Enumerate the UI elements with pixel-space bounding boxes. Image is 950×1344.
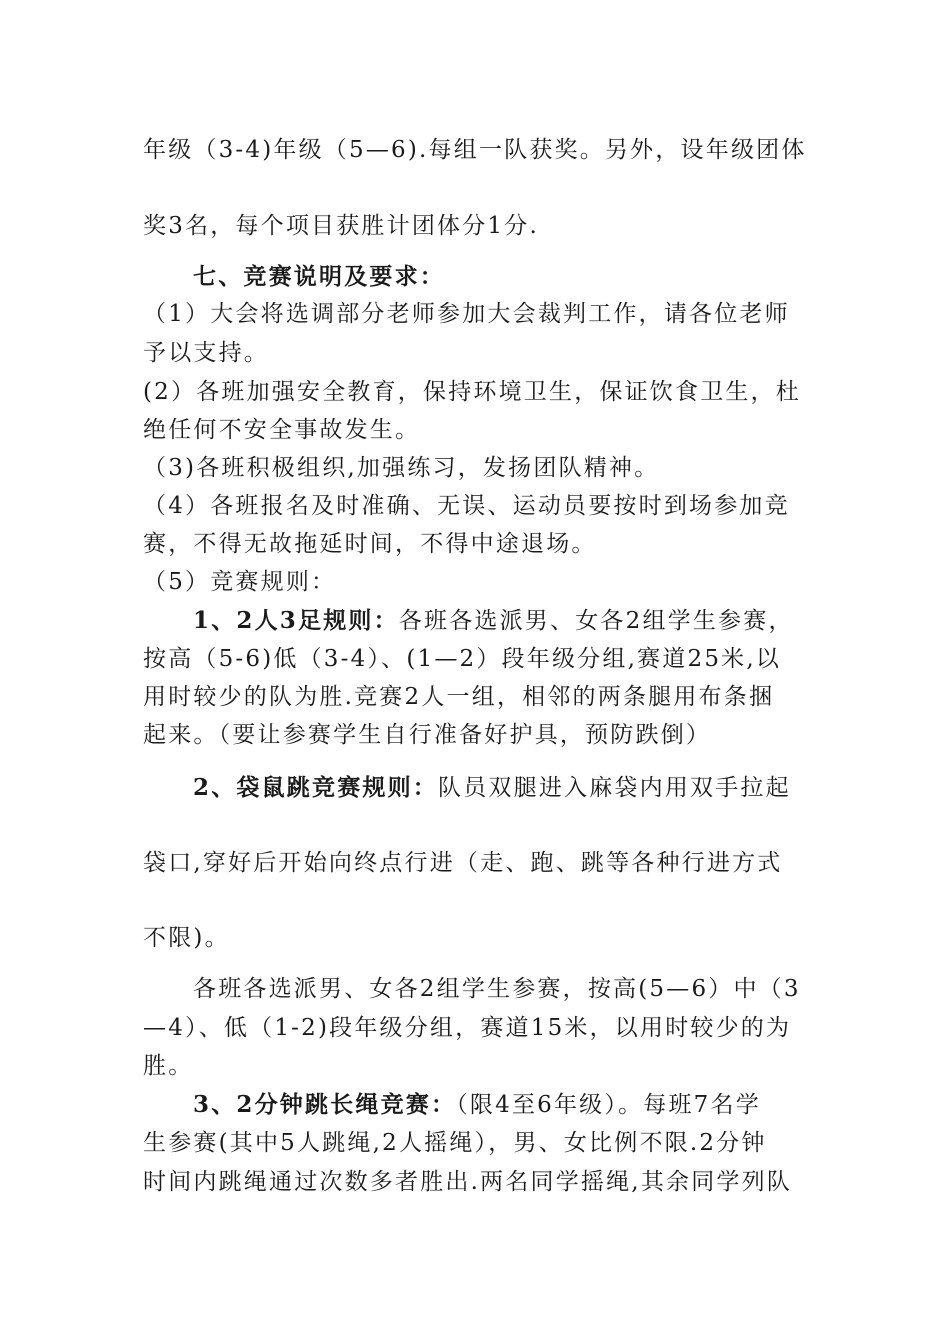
rule-3-line [193, 1089, 813, 1121]
text-line: 袋口,穿好后开始向终点行进（走、跑、跳等各种行进方式 [143, 850, 783, 876]
text-line: 年级（3-4)年级（5—6).每组一队获奖。另外，设年级团体 [143, 137, 807, 163]
text-line: 时间内跳绳通过次数多者胜出.两名同学摇绳,其余同学列队 [143, 1169, 793, 1195]
text-line: 予以支持。 [143, 340, 269, 366]
rule-3-text: （限4至6年级）。每班7名学 [456, 1092, 761, 1118]
text-line: （5）竞赛规则： [143, 569, 337, 595]
text-line: 按高（5-6)低（3-4）、(1—2）段年级分组,赛道25米,以 [143, 646, 782, 672]
text-line: —4）、低（1-2)段年级分组，赛道15米，以用时较少的为 [143, 1015, 792, 1041]
rule-2-line [193, 772, 813, 804]
text-line: 绝任何不安全事故发生。 [143, 417, 421, 443]
rule-2-text: 队员双腿进入麻袋内用双手拉起 [438, 775, 791, 801]
text-line: （1）大会将选调部分老师参加大会裁判工作，请各位老师 [143, 301, 790, 327]
text-line: 生参赛(其中5人跳绳,2人摇绳），男、女比例不限.2分钟 [143, 1130, 767, 1156]
rule-1-line [193, 605, 813, 637]
rule-3-heading: 3、2分钟跳长绳竞赛： [193, 1091, 457, 1118]
text-line: 奖3名，每个项目获胜计团体分1分. [143, 213, 539, 239]
text-line: 各班各选派男、女各2组学生参赛，按高(5—6）中（3 [193, 976, 801, 1002]
text-line: 胜。 [143, 1053, 194, 1079]
text-line: （4）各班报名及时准确、无误、运动员要按时到场参加竞 [143, 493, 790, 519]
text-line: 起来。（要让参赛学生自行准备好护具，预防跌倒） [143, 722, 712, 748]
rule-1-text: 各班各选派男、女各2组学生参赛， [398, 608, 794, 634]
section-heading: 七、竞赛说明及要求： [193, 263, 445, 290]
text-line: 赛，不得无故拖延时间，不得中途退场。 [143, 531, 597, 557]
text-line: 不限)。 [143, 925, 230, 951]
text-line: 用时较少的队为胜.竞赛2人一组，相邻的两条腿用布条捆 [143, 684, 775, 710]
rule-1-heading: 1、2人3足规则： [193, 607, 399, 634]
rule-2-heading: 2、袋鼠跳竞赛规则： [193, 774, 439, 801]
text-line: （3)各班积极组织,加强练习，发扬团队精神。 [143, 455, 660, 481]
text-line: (2）各班加强安全教育，保持环境卫生，保证饮食卫生，杜 [143, 379, 802, 405]
